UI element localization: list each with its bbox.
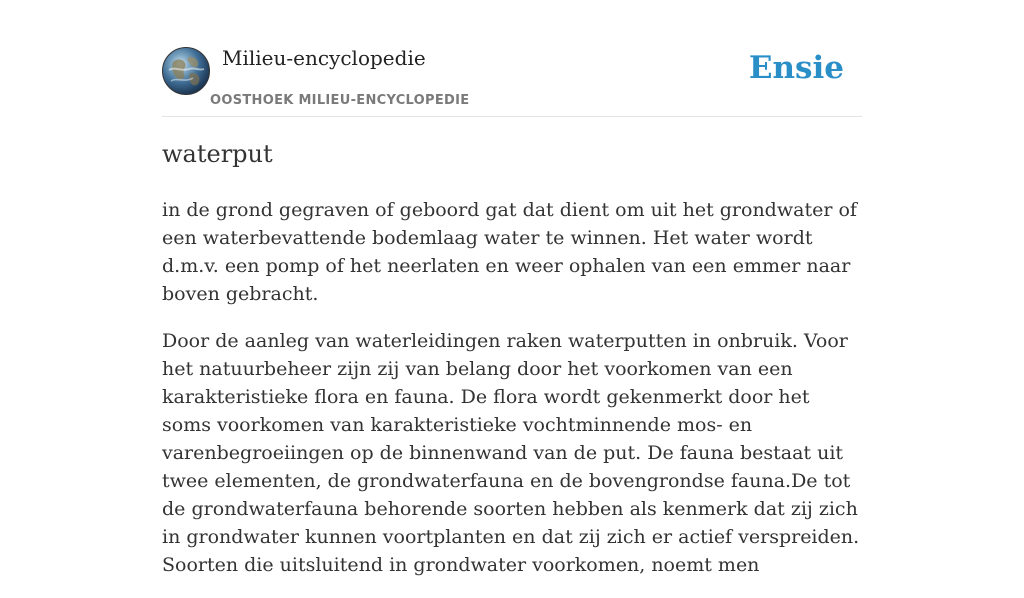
site-subtitle[interactable]: OOSTHOEK MILIEU-ENCYCLOPEDIE (210, 93, 470, 108)
earth-globe-icon[interactable] (162, 47, 210, 95)
brand-logo-link[interactable]: Ensie (748, 50, 844, 86)
site-header (162, 40, 862, 117)
article-paragraph-2: Door de aanleg van waterleidingen raken waterputten in onbruik. Voor het natuurbeheer zijn zij van belang door het voorkomen van een karakteristieke flora en fauna. De flora wordt gekenmerkt door het soms voorkomen van karakteristieke vochtminnende mos- en varenbegroeiingen op de binnenwand van de put. De fauna bestaat uit twee elementen, de grondwaterfauna en de bovengrondse fauna.De tot de grondwaterfauna behorende soorten hebben als kenmerk dat zij zich in grondwater kunnen voortplanten en dat zij zich er actief verspreiden. Soorten die uitsluitend in grondwater voorkomen, noemt men (162, 330, 860, 576)
earth-globe-graphic (163, 48, 209, 94)
site-name-link[interactable]: Milieu-encyclopedie (222, 46, 426, 70)
article-content (162, 138, 862, 598)
article-paragraph-1: in de grond gegraven of geboord gat dat dient om uit het grondwater of een waterbevattende bodemlaag water te winnen. Het water wordt d.m.v. een pomp of het neerlaten en weer ophalen van een emmer naar boven gebracht. (162, 199, 857, 305)
article-title: waterput (162, 140, 273, 168)
